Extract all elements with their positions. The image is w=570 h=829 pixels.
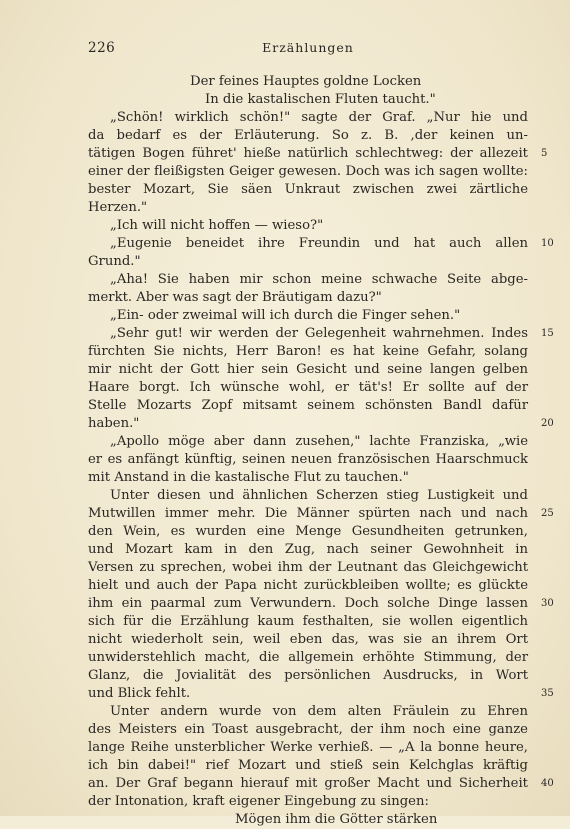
text-line: „Ein- oder zweimal will ich durch die Finger sehen.": [110, 308, 461, 323]
text-line: sich für die Erzählung kaum festhalten, sie wollen eigentlich: [88, 614, 528, 629]
line-number: 15: [541, 328, 554, 339]
text-line: und Blick fehlt.: [88, 686, 191, 701]
text-line: der Intonation, kraft eigener Eingebung zu singen:: [88, 794, 429, 809]
running-title: Erzählungen: [262, 40, 354, 55]
text-line: „Ich will nicht hoffen — wieso?": [110, 218, 324, 233]
text-line: In die kastalischen Fluten taucht.": [205, 92, 436, 107]
text-line: Grund.": [88, 254, 141, 269]
text-line: Stelle Mozarts Zopf mitsamt seinem schönsten Bandl dafür: [88, 398, 528, 413]
text-line: Unter andern wurde von dem alten Fräulein zu Ehren: [110, 704, 528, 719]
line-number: 10: [541, 238, 554, 249]
text-line: Versen zu sprechen, wobei ihm der Leutnant das Gleichgewicht: [88, 560, 528, 575]
text-line: haben.": [88, 416, 140, 431]
line-number: 40: [541, 778, 554, 789]
text-line: mir nicht der Gott hier sein Gesicht und seine langen gelben: [88, 362, 528, 377]
page-header: [88, 40, 528, 56]
page-number: 226: [88, 40, 116, 56]
text-line: fürchten Sie nichts, Herr Baron! es hat keine Gefahr, solang: [88, 344, 528, 359]
line-number: 25: [541, 508, 554, 519]
text-line: „Aha! Sie haben mir schon meine schwache Seite abge-: [110, 272, 528, 287]
text-line: merkt. Aber was sagt der Bräutigam dazu?": [88, 290, 382, 305]
text-line: Unter diesen und ähnlichen Scherzen stieg Lustigkeit und: [110, 488, 528, 503]
text-line: er es anfängt künftig, seinen neuen französischen Haarschmuck: [88, 452, 528, 467]
text-line: Mutwillen immer mehr. Die Männer spürten nach und nach: [88, 506, 528, 521]
text-line: tätigen Bogen führet' hieße natürlich schlechtweg: der allezeit: [88, 146, 528, 161]
text-line: Herzen.": [88, 200, 148, 215]
text-line: des Meisters ein Toast ausgebracht, der ihm noch eine ganze: [88, 722, 528, 737]
text-line: ich bin dabei!" rief Mozart und stieß sein Kelchglas kräftig: [88, 758, 528, 773]
line-number: 5: [541, 148, 548, 159]
text-line: hielt und auch der Papa nicht zurückbleiben wollte; es glückte: [88, 578, 528, 593]
text-line: einer der fleißigsten Geiger gewesen. Doch was ich sagen wollte:: [88, 164, 528, 179]
text-line: und Mozart kam in den Zug, nach seiner Gewohnheit in: [88, 542, 528, 557]
text-line: bester Mozart, Sie säen Unkraut zwischen zwei zärtliche: [88, 182, 528, 197]
line-number: 20: [541, 418, 554, 429]
text-line: da bedarf es der Erläuterung. So z. B. ,der keinen un-: [88, 128, 528, 143]
text-line: „Sehr gut! wir werden der Gelegenheit wahrnehmen. Indes: [110, 326, 528, 341]
text-line: ihm ein paarmal zum Verwundern. Doch solche Dinge lassen: [88, 596, 528, 611]
text-line: „Eugenie beneidet ihre Freundin und hat auch allen: [110, 236, 528, 251]
line-number: 30: [541, 598, 554, 609]
text-line: Haare borgt. Ich wünsche wohl, er tät's! Er sollte auf der: [88, 380, 528, 395]
text-line: „Schön! wirklich schön!" sagte der Graf. „Nur hie und: [110, 110, 528, 125]
text-line: den Wein, es wurden eine Menge Gesundheiten getrunken,: [88, 524, 528, 539]
text-line: unwiderstehlich macht, die allgemein erhöhte Stimmung, der: [88, 650, 528, 665]
text-line: Der feines Hauptes goldne Locken: [190, 74, 422, 89]
verse-line: Mögen ihm die Götter stärken: [235, 812, 438, 827]
text-line: lange Reihe unsterblicher Werke verhieß. — „A la bonne heure,: [88, 740, 528, 755]
text-line: mit Anstand in die kastalische Flut zu tauchen.": [88, 470, 409, 485]
text-line: Glanz, die Jovialität des persönlichen Ausdrucks, in Wort: [88, 668, 528, 683]
text-line: nicht wiederholt sein, weil eben das, was sie an ihrem Ort: [88, 632, 528, 647]
line-number: 35: [541, 688, 554, 699]
text-line: an. Der Graf begann hierauf mit großer Macht und Sicherheit: [88, 776, 528, 791]
text-line: „Apollo möge aber dann zusehen," lachte Franziska, „wie: [110, 434, 528, 449]
